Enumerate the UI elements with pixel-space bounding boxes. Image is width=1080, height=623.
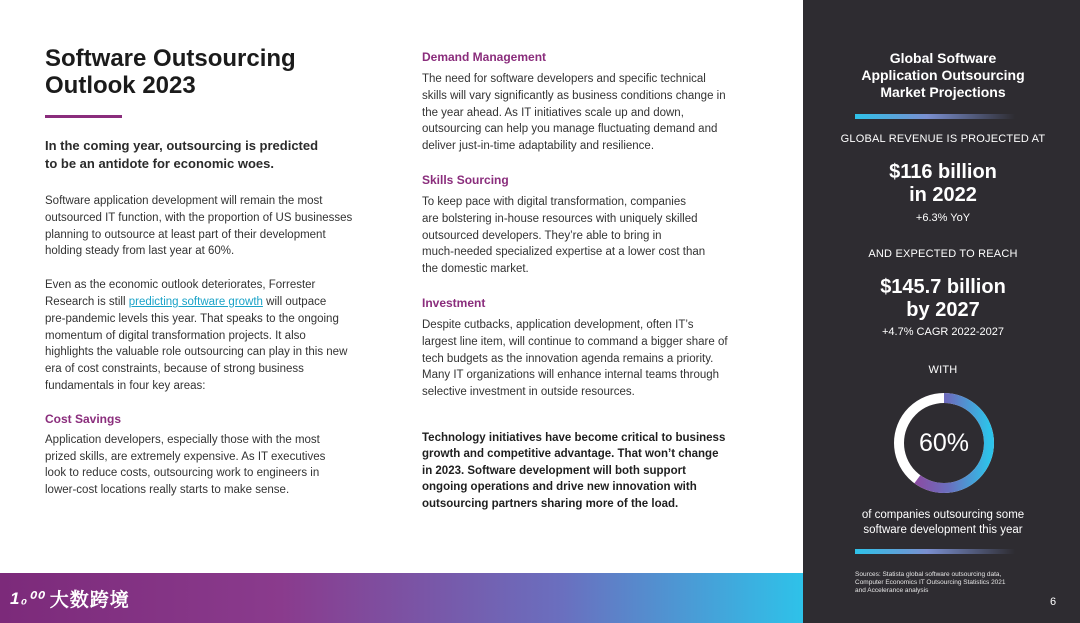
expected-label: AND EXPECTED TO REACH: [868, 248, 1018, 260]
title-line-1: Software Outsourcing: [45, 45, 296, 72]
revenue-2027-year: by 2027: [906, 299, 980, 321]
source-line: Sources: Statista global software outsourcing data,: [855, 571, 1002, 578]
skills-line: are bolstering in-house resources with uniquely skilled: [422, 212, 698, 225]
intro-line-2: to be an antidote for economic woes.: [45, 156, 274, 171]
investment-text: [422, 317, 762, 401]
closing-line: in 2023. Software development will both support: [422, 464, 686, 477]
revenue-2027: [803, 276, 1080, 322]
yoy-growth: +6.3% YoY: [915, 212, 971, 224]
demand-line: The need for software developers and specific technical: [422, 73, 706, 85]
predicting-software-growth-link[interactable]: predicting software growth: [128, 295, 263, 308]
donut-percentage: 60%: [918, 428, 970, 457]
sources-note: [855, 571, 1055, 595]
accent-bar-top: [855, 114, 1015, 119]
skills-sourcing-text: [422, 194, 762, 278]
with-label: WITH: [928, 364, 958, 376]
title-line-2: Outlook 2023: [45, 72, 196, 99]
paragraph-1-line: planning to outsource at least part of their development: [45, 228, 326, 241]
caption-line: software development this year: [863, 524, 1023, 536]
title-underline: [45, 115, 122, 118]
paragraph-1-line: Software application development will remain the most: [45, 195, 323, 207]
revenue-2027-value: $145.7 billion: [880, 276, 1006, 298]
outsourcing-share-donut: [892, 391, 996, 495]
left-column: [45, 45, 390, 499]
closing-line: outsourcing partners sharing more of the load.: [422, 497, 679, 510]
revenue-2022-value: $116 billion: [889, 161, 997, 183]
paragraph-2-line: Research is still: [45, 295, 129, 308]
logo-text: 大数跨境: [49, 590, 130, 611]
paragraph-2: [45, 277, 390, 395]
invest-line: Despite cutbacks, application development, often IT’s: [422, 318, 694, 331]
closing-line: ongoing operations and drive new innovation with: [422, 481, 697, 494]
paragraph-1: [45, 193, 390, 260]
stats-title-line: Application Outsourcing: [861, 67, 1025, 83]
stats-panel-title: [803, 50, 1080, 101]
demand-management-heading: Demand Management: [422, 50, 547, 64]
stats-panel: [803, 0, 1080, 623]
paragraph-1-line: holding steady from last year at 60%.: [45, 245, 235, 258]
source-line: Computer Economics IT Outsourcing Statistics 2021: [855, 579, 1006, 586]
brand-logo: [10, 585, 130, 612]
page-title: [45, 45, 390, 99]
logo-mark-icon: 1₀⁰⁰: [10, 588, 44, 608]
paragraph-1-line: outsourced IT function, with the proportion of US businesses: [45, 211, 353, 224]
donut-caption: [803, 508, 1080, 538]
investment-heading: Investment: [422, 295, 486, 310]
skills-line: much-needed specialized expertise at a lower cost than: [422, 246, 706, 259]
invest-line: selective investment in outside resources.: [422, 386, 635, 399]
closing-statement: [422, 430, 762, 513]
accent-bar-bottom: [855, 549, 1015, 554]
middle-column: [422, 49, 762, 512]
paragraph-2-line: fundamentals in four key areas:: [45, 379, 206, 392]
intro-text: [45, 137, 390, 173]
source-line: and Accelerance analysis: [855, 587, 929, 594]
demand-line: skills will vary significantly as business conditions change in: [422, 89, 726, 102]
closing-line: growth and competitive advantage. That won’t change: [422, 448, 719, 461]
revenue-2022-year: in 2022: [909, 184, 977, 206]
skills-sourcing-heading: Skills Sourcing: [422, 172, 509, 187]
paragraph-2-line: will outpace: [262, 295, 327, 308]
cost-line: prized skills, are extremely expensive. As IT executives: [45, 450, 326, 463]
paragraph-2-line: momentum of digital transformation projects. It also: [45, 329, 306, 342]
stats-title-line: Global Software: [889, 50, 997, 66]
cost-savings-text: [45, 432, 390, 499]
cost-line: lower-cost locations really starts to make sense.: [45, 484, 290, 497]
paragraph-2-line: pre-pandemic levels this year. That speaks to the ongoing: [45, 312, 339, 325]
cost-savings-heading: Cost Savings: [45, 411, 122, 426]
projected-label: GLOBAL REVENUE IS PROJECTED AT: [840, 133, 1046, 145]
skills-line: outsourced developers. They’re able to bring in: [422, 229, 662, 242]
cost-line: look to reduce costs, outsourcing work to engineers in: [45, 467, 320, 480]
skills-line: the domestic market.: [422, 263, 529, 276]
invest-line: tech budgets as the innovation agenda remains a priority.: [422, 352, 714, 365]
stats-title-line: Market Projections: [880, 84, 1006, 100]
invest-line: largest line item, will continue to command a bigger share of: [422, 335, 728, 348]
demand-line: the year ahead. As IT initiatives scale up and down,: [422, 106, 684, 119]
page-number: 6: [1050, 596, 1057, 608]
paragraph-2-line: highlights the valuable role outsourcing can play in this new: [45, 346, 348, 359]
caption-line: of companies outsourcing some: [861, 509, 1025, 521]
cagr-growth: +4.7% CAGR 2022-2027: [882, 326, 1004, 338]
demand-management-text: [422, 71, 762, 155]
paragraph-2-line: era of cost constraints, because of strong business: [45, 363, 304, 376]
closing-line: Technology initiatives have become critical to business: [422, 431, 726, 444]
revenue-2022: [803, 161, 1080, 207]
paragraph-2-line: Even as the economic outlook deteriorates, Forrester: [45, 279, 316, 292]
cost-line: Application developers, especially those with the most: [45, 433, 320, 446]
demand-line: deliver just-in-time adaptability and resilience.: [422, 140, 655, 153]
invest-line: Many IT organizations will enhance internal teams through: [422, 369, 720, 382]
intro-line-1: In the coming year, outsourcing is predicted: [45, 138, 319, 153]
skills-line: To keep pace with digital transformation, companies: [422, 195, 687, 208]
demand-line: outsourcing can help you manage fluctuating demand and: [422, 123, 718, 136]
